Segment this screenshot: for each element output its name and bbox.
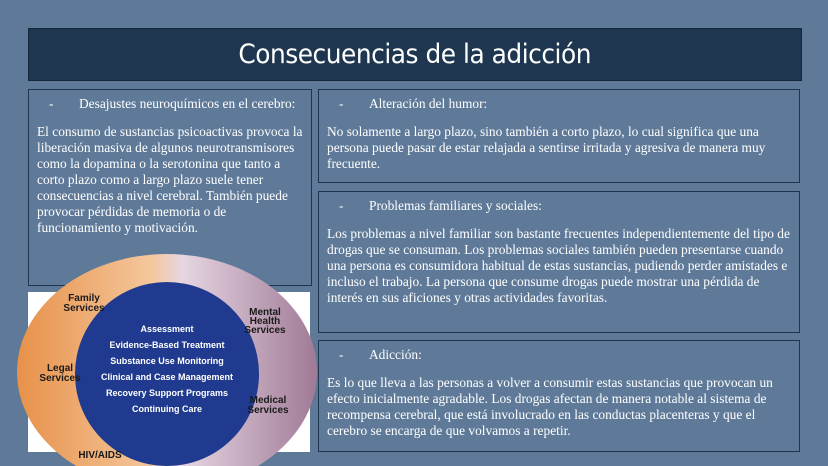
mental-label-2: Health [249,316,281,327]
family-label-2: Services [63,303,105,314]
bottom-partial-label: HIV/AIDS [78,450,122,461]
medical-label-2: Services [247,405,289,416]
inner-item-recovery: Recovery Support Programs [105,388,229,398]
family-social-body: Los problemas a nivel familiar son bastante frecuentes independientemente del tipo de drogas que se consuman. Los problemas sociales también pueden presentarse cuando una persona es consumidora habitual de estas sustancias, pudiendo perder amistades e incluso el trabajo. La persona que consume drogas puede mostrar una pérdida de interés en sus aficiones y otras actividades favoritas. [327,226,790,305]
mood-box [318,89,800,183]
bullet-dash: - [339,96,344,111]
legal-label-1: Legal [46,363,74,374]
addiction-heading-row [327,347,791,363]
family-social-box [318,191,800,333]
bullet-dash: - [339,198,344,213]
inner-item-monitoring: Substance Use Monitoring [110,356,224,366]
family-label-1: Family [68,293,100,304]
bullet-dash: - [339,347,344,362]
inner-item-assessment: Assessment [140,324,194,334]
slide-title: Consecuencias de la adicción [238,39,592,70]
inner-item-clinical: Clinical and Case Management [100,372,234,382]
mood-body: No solamente a largo plazo, sino también a corto plazo, lo cual significa que una persona puede pasar de estar relajada a sentirse irritada y agresiva de manera muy frecuente. [327,124,766,171]
mood-heading-row [327,96,791,112]
legal-label-2: Services [39,373,81,384]
mental-label-3: Services [244,325,286,336]
neurochemical-heading-row [37,96,303,112]
neurochemical-heading: Desajustes neuroquímicos en el cerebro: [79,96,296,111]
bullet-dash: - [49,96,54,111]
addiction-body: Es lo que lleva a las personas a volver a consumir estas sustancias que provocan un efecto inicialmente agradable. Los drogas afectan de manera notable al sistema de recompensa cerebral, que está involucrado en las conductas placenteras y que el cerebro se encarga de que volvamos a repetir. [327,375,773,438]
family-social-heading: Problemas familiares y sociales: [369,198,542,213]
inner-item-evidence: Evidence-Based Treatment [109,340,225,350]
addiction-box [318,340,800,452]
services-diagram [28,292,310,461]
inner-item-continuing: Continuing Care [132,404,202,414]
services-diagram-svg [28,292,310,461]
mental-label-1: Mental [249,307,281,318]
mood-heading: Alteración del humor: [369,96,488,111]
family-social-heading-row [327,198,791,214]
neurochemical-body: El consumo de sustancias psicoactivas provoca la liberación masiva de algunos neurotransmisores como la dopamina o la serotonina que tanto a corto plazo como a largo plazo suele tener consecuencias a nivel cerebral. También puede provocar pérdidas de memoria o de funcionamiento y motivación. [37,124,303,235]
title-bar [28,28,802,81]
addiction-heading: Adicción: [369,347,422,362]
medical-label-1: Medical [249,395,287,406]
